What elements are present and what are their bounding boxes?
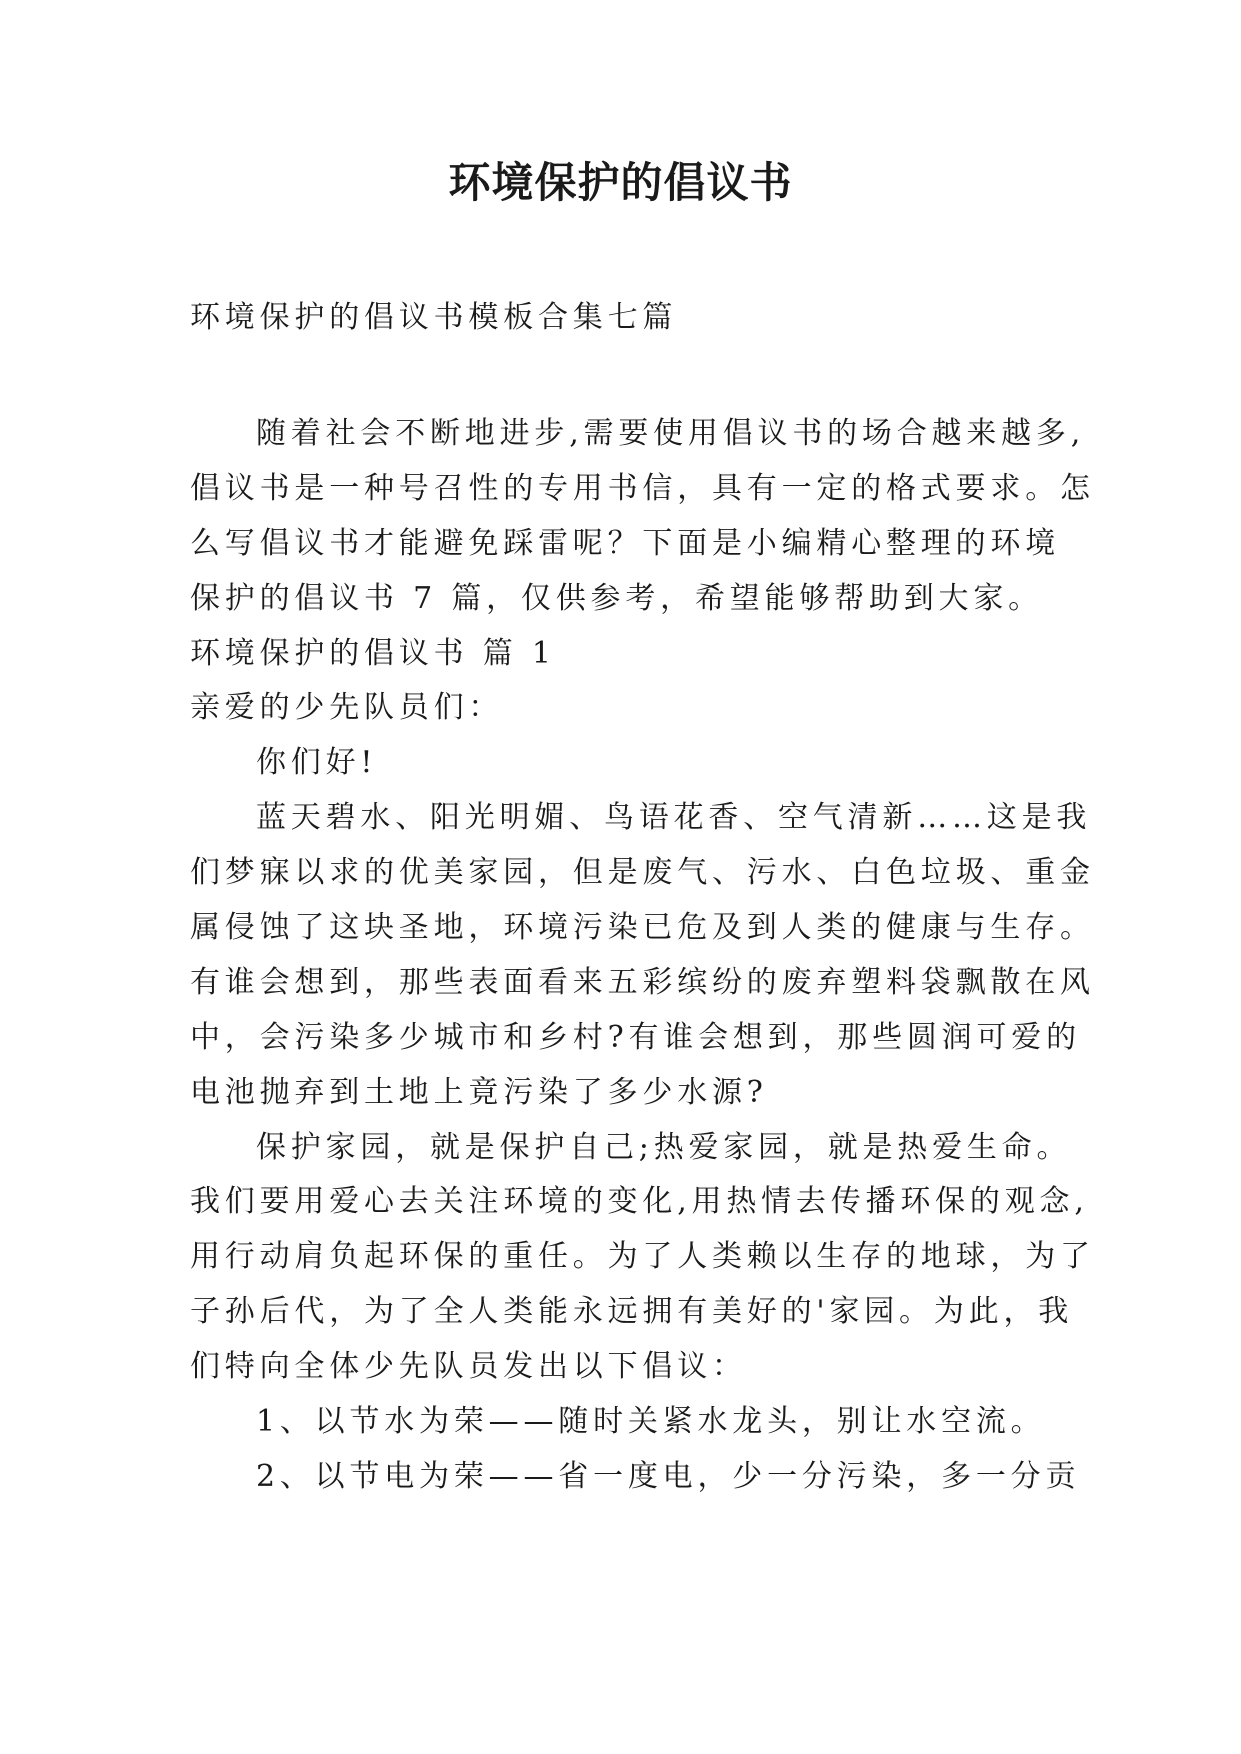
greeting: 你们好! [256,745,378,780]
paragraph-line: 们梦寐以求的优美家园，但是废气、污水、白色垃圾、重金 [190,855,1095,890]
paragraph-line: 保护的倡议书 7 篇，仅供参考，希望能够帮助到大家。 [190,581,1043,616]
paragraph-line: 保护家园，就是保护自己;热爱家园，就是热爱生命。 [256,1130,1072,1165]
paragraph-line: 们特向全体少先队员发出以下倡议： [190,1349,747,1384]
paragraph-line: 倡议书是一种号召性的专用书信，具有一定的格式要求。怎 [190,471,1095,506]
document-title: 环境保护的倡议书 [448,158,793,207]
paragraph-line: 属侵蚀了这块圣地，环境污染已危及到人类的健康与生存。 [190,910,1095,945]
paragraph-line: 中，会污染多少城市和乡村?有谁会想到，那些圆润可爱的 [190,1020,1081,1055]
paragraph-line: 我们要用爱心去关注环境的变化,用热情去传播环保的观念, [190,1184,1089,1219]
paragraph-line: 有谁会想到，那些表面看来五彩缤纷的废弃塑料袋飘散在风 [190,965,1095,1000]
document-subtitle: 环境保护的倡议书模板合集七篇 [190,300,678,335]
paragraph-line: 用行动肩负起环保的重任。为了人类赖以生存的地球，为了 [190,1239,1095,1274]
paragraph-line: 子孙后代，为了全人类能永远拥有美好的'家园。为此，我 [190,1294,1074,1329]
list-item: 2、以节电为荣——省一度电，少一分污染，多一分贡 [256,1459,1081,1494]
salutation: 亲爱的少先队员们： [190,690,504,725]
section-heading: 环境保护的倡议书 篇 1 [190,636,556,671]
list-item: 1、以节水为荣——随时关紧水龙头，别让水空流。 [256,1404,1046,1439]
paragraph-line: 电池抛弃到土地上竟污染了多少水源? [190,1075,768,1110]
paragraph-line: 蓝天碧水、阳光明媚、鸟语花香、空气清新……这是我 [256,800,1092,835]
paragraph-line: 么写倡议书才能避免踩雷呢？下面是小编精心整理的环境 [190,526,1060,561]
paragraph-line: 随着社会不断地进步,需要使用倡议书的场合越来越多, [256,416,1086,451]
